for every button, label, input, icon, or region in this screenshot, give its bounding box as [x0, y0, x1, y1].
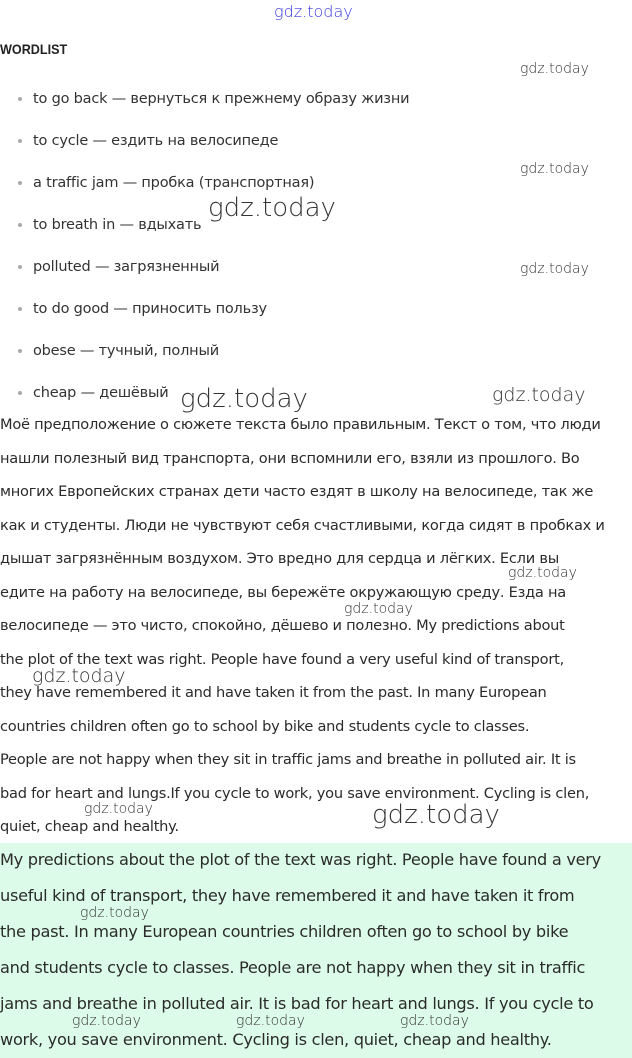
text: Моё предположение о сюжете текста было правильным. Текст о том, что люди	[0, 416, 601, 433]
text: to cycle — ездить на велосипеде	[33, 133, 279, 149]
text: велосипеде — это чисто, спокойно, дёшево и полезно. My predictions about	[0, 617, 565, 634]
wordlist-title: WORDLIST	[0, 41, 68, 57]
text: дышат загрязнённым воздухом. Это вредно для сердца и лёгких. Если вы	[0, 550, 560, 567]
wordlist-item	[18, 217, 201, 233]
bullet-icon	[18, 181, 22, 185]
paragraph-line	[0, 617, 565, 634]
text: cheap — дешёвый	[33, 385, 169, 401]
text: the plot of the text was right. People have found a very useful kind of transport,	[0, 650, 564, 668]
paragraph-line	[0, 517, 605, 534]
paragraph-line	[0, 416, 601, 433]
text: едите на работу на велосипеде, вы бережёте окружающую среду. Езда на	[0, 583, 567, 601]
paragraph-line	[0, 718, 529, 735]
bullet-icon	[18, 391, 22, 395]
paragraph-line	[0, 483, 593, 500]
paragraph-line	[0, 751, 576, 768]
answer-line	[0, 922, 568, 941]
text: obese — тучный, полный	[33, 343, 219, 359]
watermark: gdz.today	[372, 800, 500, 830]
watermark: gdz.today	[72, 1013, 141, 1029]
text: to breath in — вдыхать	[33, 217, 202, 233]
answer-line	[0, 886, 574, 905]
text: jams and breathe in polluted air. It is bad for heart and lungs. If you cycle to	[0, 994, 594, 1013]
text: a traffic jam — пробка (транспортная)	[33, 175, 315, 191]
text: как и студенты. Люди не чувствуют себя счастливыми, когда сидят в пробках и	[0, 516, 605, 534]
wordlist-item	[18, 133, 278, 149]
watermark: gdz.today	[520, 261, 589, 277]
answer-line	[0, 1030, 552, 1049]
wordlist-item	[18, 175, 314, 191]
watermark: gdz.today	[84, 801, 153, 817]
paragraph-line	[0, 818, 179, 835]
paragraph-line	[0, 584, 566, 601]
watermark: gdz.today	[508, 565, 577, 581]
text: countries children often go to school by bike and students cycle to classes.	[0, 717, 530, 735]
watermark: gdz.today	[236, 1013, 305, 1029]
text: the past. In many European countries children often go to school by bike	[0, 922, 569, 941]
text: to do good — приносить пользу	[33, 301, 267, 317]
text: to go back — вернуться к прежнему образу жизни	[33, 91, 410, 107]
text: and students cycle to classes. People are not happy when they sit in traffic	[0, 958, 586, 977]
answer-line	[0, 994, 593, 1013]
watermark: gdz.today	[80, 905, 149, 921]
text: quiet, cheap and healthy.	[0, 818, 179, 835]
text: нашли полезный вид транспорта, они вспомнили его, взяли из прошлого. Во	[0, 449, 580, 467]
wordlist-item	[18, 301, 267, 317]
watermark: gdz.today	[274, 2, 353, 21]
watermark: gdz.today	[492, 384, 586, 406]
watermark: gdz.today	[520, 61, 589, 77]
text: they have remembered it and have taken it from the past. In many European	[0, 684, 547, 701]
paragraph-line	[0, 450, 579, 467]
bullet-icon	[18, 349, 22, 353]
bullet-icon	[18, 139, 22, 143]
wordlist-item	[18, 343, 219, 359]
watermark: gdz.today	[520, 161, 589, 177]
watermark: gdz.today	[208, 193, 336, 223]
answer-line	[0, 850, 601, 869]
text: polluted — загрязненный	[33, 259, 220, 275]
watermark: gdz.today	[344, 601, 413, 617]
text: People are not happy when they sit in traffic jams and breathe in polluted air. It is	[0, 751, 576, 768]
bullet-icon	[18, 97, 22, 101]
text: work, you save environment. Cycling is clen, quiet, cheap and healthy.	[0, 1030, 552, 1049]
paragraph-line	[0, 550, 559, 567]
wordlist-item	[18, 91, 409, 107]
text: bad for heart and lungs.If you cycle to work, you save environment. Cycling is clen,	[0, 784, 590, 802]
answer-line	[0, 958, 585, 977]
bullet-icon	[18, 265, 22, 269]
text: useful kind of transport, they have remembered it and have taken it from	[0, 886, 575, 905]
paragraph-line	[0, 785, 589, 802]
wordlist-item	[18, 259, 219, 275]
text: многих Европейских странах дети часто ездят в школу на велосипеде, так же	[0, 483, 594, 500]
bullet-icon	[18, 307, 22, 311]
text: My predictions about the plot of the text was right. People have found a very	[0, 850, 601, 869]
wordlist-item	[18, 385, 168, 401]
bullet-icon	[18, 223, 22, 227]
watermark: gdz.today	[400, 1013, 469, 1029]
watermark: gdz.today	[32, 665, 126, 687]
watermark: gdz.today	[180, 384, 308, 414]
